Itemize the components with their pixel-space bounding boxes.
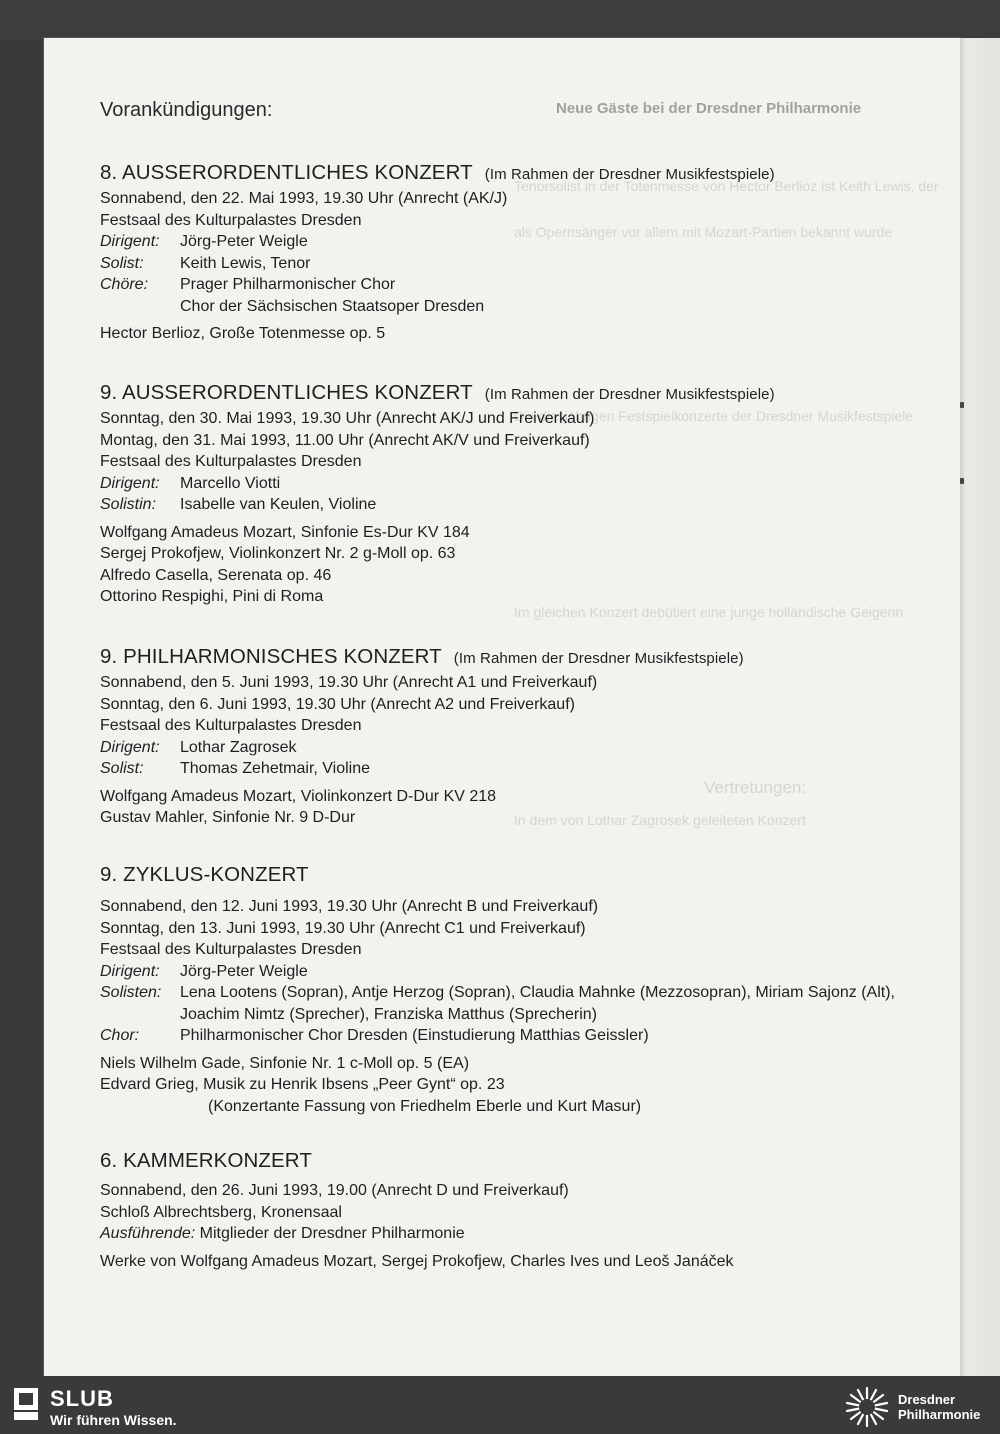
concert-note: (Im Rahmen der Dresdner Musikfestspiele) — [484, 166, 775, 183]
role-names: Joachim Nimtz (Sprecher), Franziska Matthus (Sprecherin) — [180, 1005, 598, 1023]
concert-note: (Im Rahmen der Dresdner Musikfestspiele) — [453, 650, 744, 667]
slub-logo-icon — [14, 1388, 38, 1420]
concert-date: Sonntag, den 30. Mai 1993, 19.30 Uhr (Anrecht AK/J und Freiverkauf) — [100, 410, 595, 427]
concert-name: 6. KAMMERKONZERT — [100, 1149, 312, 1172]
role-names: Thomas Zehetmair, Violine — [180, 760, 371, 777]
role-names: Prager Philharmonischer Chor — [180, 276, 396, 293]
concert-section — [100, 1148, 950, 1272]
program-note: (Konzertante Fassung von Friedhelm Eberle und Kurt Masur) — [208, 1097, 642, 1115]
concert-venue: Festsaal des Kulturpalastes Dresden — [100, 453, 362, 470]
program-item: Sergej Prokofjew, Violinkonzert Nr. 2 g-Moll op. 63 — [100, 545, 456, 562]
role-row — [100, 982, 950, 1025]
role-label: Dirigent: — [100, 962, 160, 980]
concert-name: 9. PHILHARMONISCHES KONZERT — [100, 645, 442, 668]
bleed-through-line: In dem von Lothar Zagrosek geleiteten Konzert — [514, 812, 806, 828]
concert-date: Sonntag, den 6. Juni 1993, 19.30 Uhr (Anrecht A2 und Freiverkauf) — [100, 695, 575, 713]
role-row — [100, 274, 950, 317]
program-item: Gustav Mahler, Sinfonie Nr. 9 D-Dur — [100, 809, 356, 826]
concert-title — [100, 160, 950, 188]
performers-row — [100, 1223, 950, 1245]
scan-border-top — [0, 0, 1000, 40]
role-names: Marcello Viotti — [180, 474, 281, 492]
bleed-through-title: Neue Gäste bei der Dresdner Philharmonie — [556, 100, 862, 117]
bleed-through-line: Die diesjährigen Festspielkonzerte der Dresdner Musikfestspiele — [514, 408, 914, 424]
role-label: Dirigent: — [100, 738, 160, 756]
role-names: Chor der Sächsischen Staatsoper Dresden — [180, 297, 485, 315]
concert-title — [100, 644, 950, 672]
bleed-through-line: als Opernsänger vor allem mit Mozart-Partien bekannt wurde — [514, 224, 893, 240]
role-label: Ausführende: — [100, 1225, 196, 1242]
concert-name: 9. ZYKLUS-KONZERT — [100, 863, 309, 886]
role-label: Solist: — [100, 254, 144, 272]
concert-section — [100, 160, 950, 345]
concert-date: Montag, den 31. Mai 1993, 11.00 Uhr (Anrecht AK/V und Freiverkauf) — [100, 431, 590, 449]
concert-date: Sonnabend, den 5. Juni 1993, 19.30 Uhr (Anrecht A1 und Freiverkauf) — [100, 674, 598, 691]
program-item: Werke von Wolfgang Amadeus Mozart, Sergej Prokofjew, Charles Ives und Leoš Janáček — [100, 1252, 734, 1270]
concert-date: Sonnabend, den 22. Mai 1993, 19.30 Uhr (Anrecht (AK/J) — [100, 190, 508, 207]
role-names: Mitglieder der Dresdner Philharmonie — [199, 1225, 465, 1242]
page-heading: Vorankündigungen: — [100, 99, 273, 121]
bleed-through-line: Tenorsolist in der Totenmesse von Hector Berlioz ist Keith Lewis, der — [514, 178, 939, 194]
program-item: Niels Wilhelm Gade, Sinfonie Nr. 1 c-Moll op. 5 (EA) — [100, 1054, 470, 1072]
role-label: Dirigent: — [100, 233, 160, 250]
concert-title — [100, 862, 950, 890]
sunburst-icon — [842, 1386, 892, 1428]
program-item: Alfredo Casella, Serenata op. 46 — [100, 566, 332, 584]
program-item: Edvard Grieg, Musik zu Henrik Ibsens „Peer Gynt“ op. 23 — [100, 1076, 505, 1093]
slub-name: SLUB — [50, 1386, 114, 1411]
program-item: Ottorino Respighi, Pini di Roma — [100, 588, 324, 605]
concert-note: (Im Rahmen der Dresdner Musikfestspiele) — [484, 386, 775, 403]
dresdner-philharmonie-logo[interactable] — [842, 1386, 980, 1428]
role-names: Isabelle van Keulen, Violine — [180, 496, 377, 513]
program-item: Wolfgang Amadeus Mozart, Sinfonie Es-Dur KV 184 — [100, 523, 470, 541]
concert-name: 8. AUSSERORDENTLICHES KONZERT — [100, 161, 473, 184]
concert-date: Sonnabend, den 26. Juni 1993, 19.00 (Anrecht D und Freiverkauf) — [100, 1182, 569, 1199]
program-item: Wolfgang Amadeus Mozart, Violinkonzert D-Dur KV 218 — [100, 787, 497, 805]
concert-section — [100, 380, 950, 608]
role-label: Solisten: — [100, 984, 162, 1001]
role-row — [100, 494, 950, 516]
role-row — [100, 231, 950, 253]
concert-date: Sonntag, den 13. Juni 1993, 19.30 Uhr (Anrecht C1 und Freiverkauf) — [100, 919, 586, 937]
concert-venue: Schloß Albrechtsberg, Kronensaal — [100, 1203, 342, 1221]
concert-venue: Festsaal des Kulturpalastes Dresden — [100, 717, 362, 734]
concert-venue: Festsaal des Kulturpalastes Dresden — [100, 211, 362, 229]
role-label: Solistin: — [100, 496, 157, 513]
concert-title — [100, 380, 950, 408]
slub-logo[interactable] — [14, 1388, 177, 1430]
role-names: Jörg-Peter Weigle — [180, 233, 308, 250]
role-label: Chor: — [100, 1027, 140, 1044]
dp-line2: Philharmonie — [898, 1407, 981, 1422]
role-row — [100, 253, 950, 275]
bleed-through-line: Im gleichen Konzert debütiert eine junge holländische Geigerin — [514, 604, 904, 620]
staple-mark — [960, 478, 964, 484]
program-item: Hector Berlioz, Große Totenmesse op. 5 — [100, 325, 386, 342]
role-label: Chöre: — [100, 276, 149, 293]
role-row — [100, 473, 950, 495]
role-row — [100, 737, 950, 759]
role-names: Philharmonischer Chor Dresden (Einstudierung Matthias Geissler) — [180, 1027, 649, 1044]
concert-title — [100, 1148, 950, 1174]
concert-name: 9. AUSSERORDENTLICHES KONZERT — [100, 381, 473, 404]
role-row — [100, 1025, 950, 1047]
concert-venue: Festsaal des Kulturpalastes Dresden — [100, 941, 362, 958]
role-row — [100, 758, 950, 780]
role-label: Solist: — [100, 760, 144, 777]
role-names: Lothar Zagrosek — [180, 738, 297, 756]
staple-mark — [960, 402, 964, 408]
role-names: Lena Lootens (Sopran), Antje Herzog (Sopran), Claudia Mahnke (Mezzosopran), Miriam Sajonz (Alt), — [180, 984, 895, 1001]
concert-date: Sonnabend, den 12. Juni 1993, 19.30 Uhr (Anrecht B und Freiverkauf) — [100, 898, 599, 915]
concert-section — [100, 862, 950, 1117]
role-row — [100, 961, 950, 983]
concert-section — [100, 644, 950, 829]
dp-line1: Dresdner — [898, 1392, 956, 1407]
role-names: Keith Lewis, Tenor — [180, 254, 311, 272]
next-page-edge — [960, 38, 1000, 1376]
bleed-through-line: Vertretungen: — [704, 778, 807, 797]
footer-bar — [0, 1376, 1000, 1434]
slub-tagline: Wir führen Wissen. — [50, 1412, 177, 1428]
role-names: Jörg-Peter Weigle — [180, 962, 308, 980]
document-page — [44, 38, 960, 1376]
role-label: Dirigent: — [100, 474, 160, 492]
